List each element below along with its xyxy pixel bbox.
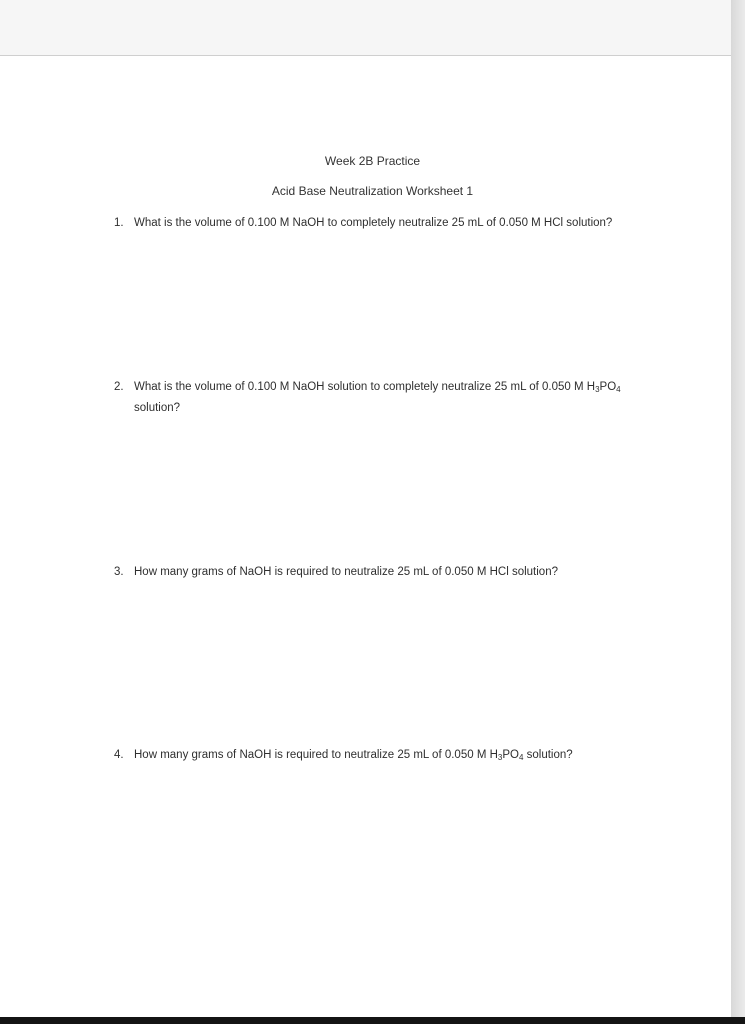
question-text-part: PO xyxy=(502,749,519,761)
question-text-part: How many grams of NaOH is required to neutralize 25 mL of 0.050 M H xyxy=(134,749,498,761)
question-number: 2. xyxy=(114,381,124,393)
worksheet-page xyxy=(0,56,731,1018)
question-text-part: solution? xyxy=(134,402,181,414)
question-text: How many grams of NaOH is required to neutralize 25 mL of 0.050 M HCl solution? xyxy=(134,566,558,578)
question-text xyxy=(134,378,674,418)
subscript: 4 xyxy=(616,385,621,394)
page-title: Week 2B Practice xyxy=(324,154,421,168)
question-text: What is the volume of 0.100 M NaOH to completely neutralize 25 mL of 0.050 M HCl solution? xyxy=(134,217,613,229)
page-top-edge xyxy=(0,55,731,56)
question-text-part: What is the volume of 0.100 M NaOH solution to completely neutralize 25 mL of 0.050 M H xyxy=(134,381,596,393)
page-subtitle: Acid Base Neutralization Worksheet 1 xyxy=(271,184,474,198)
question-text xyxy=(134,746,674,767)
question-text-part: solution? xyxy=(523,749,573,761)
question-number: 4. xyxy=(114,749,124,761)
subscript: 4 xyxy=(518,753,524,762)
question-text-part: PO xyxy=(599,381,617,393)
page-bottom-edge xyxy=(0,1017,745,1024)
subscript: 3 xyxy=(497,753,503,762)
subscript: 3 xyxy=(595,385,600,394)
question-number: 1. xyxy=(114,217,124,229)
question-number: 3. xyxy=(114,566,124,578)
